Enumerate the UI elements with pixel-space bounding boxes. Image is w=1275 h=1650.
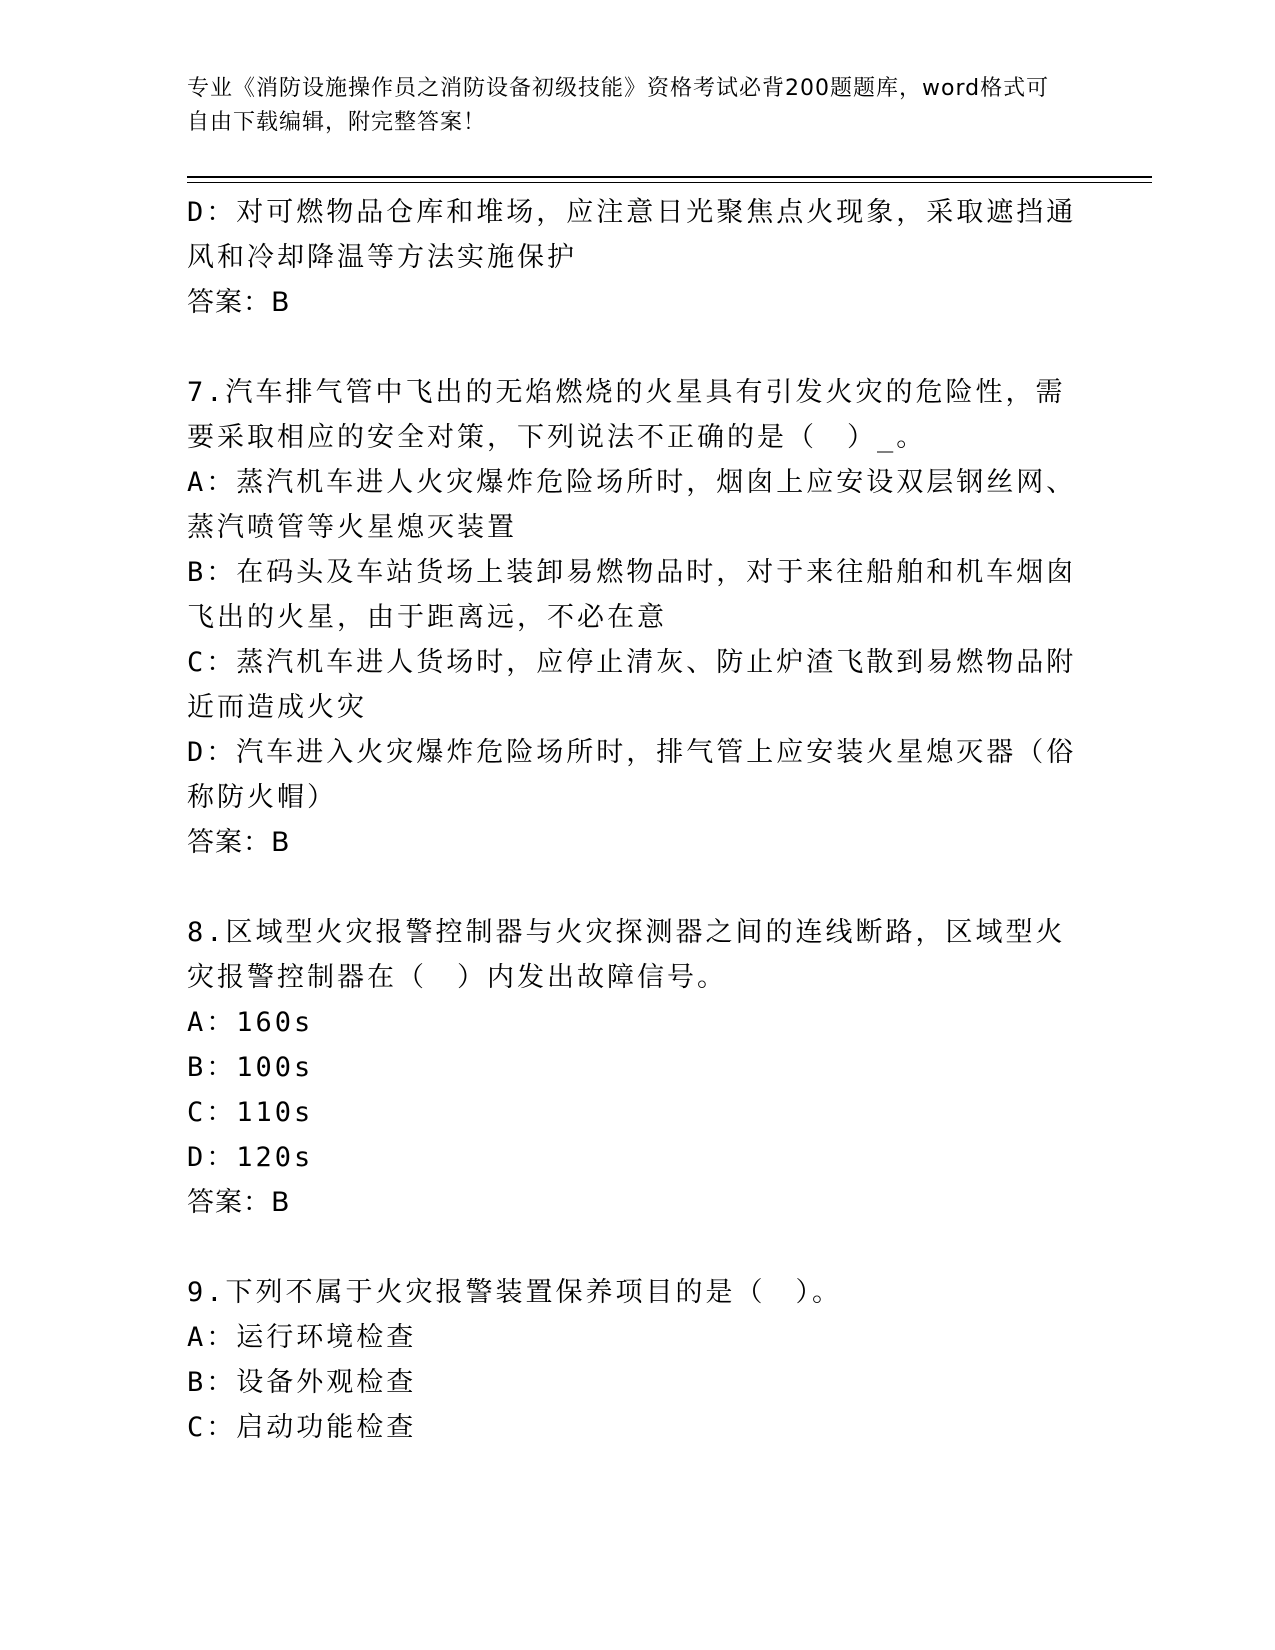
answer: 答案：B [187, 1187, 291, 1218]
question-list [187, 190, 1087, 1450]
option-c: C：蒸汽机车进人货场时，应停止清灰、防止炉渣飞散到易燃物品附近而造成火灾 [187, 647, 1077, 723]
spacer [187, 325, 1087, 370]
question-stem: 8.区域型火灾报警控制器与火灾探测器之间的连线断路，区域型火灾报警控制器在（ ）内发出故障信号。 [187, 917, 1066, 993]
option-d: D：120s [187, 1142, 314, 1173]
question-8 [187, 910, 1087, 1225]
question-9 [187, 1270, 1087, 1450]
question-stem: 9.下列不属于火灾报警装置保养项目的是（ ）。 [187, 1277, 843, 1308]
option-c: C：110s [187, 1097, 314, 1128]
option-b: B：设备外观检查 [187, 1367, 417, 1398]
header-divider-thick [187, 176, 1152, 178]
option-a: A：160s [187, 1007, 314, 1038]
spacer [187, 1225, 1087, 1270]
answer: 答案：B [187, 287, 291, 318]
question-6-tail [187, 190, 1087, 325]
option-c: C：启动功能检查 [187, 1412, 417, 1443]
option-a: A：运行环境检查 [187, 1322, 417, 1353]
header-divider-thin [187, 182, 1152, 183]
option-b: B：100s [187, 1052, 314, 1083]
question-stem: 7.汽车排气管中飞出的无焰燃烧的火星具有引发火灾的危险性，需要采取相应的安全对策，下列说法不正确的是（ ）_。 [187, 377, 1066, 453]
option-a: A：蒸汽机车进人火灾爆炸危险场所时，烟囱上应安设双层钢丝网、蒸汽喷管等火星熄灭装置 [187, 467, 1077, 543]
document-header [187, 72, 1067, 140]
spacer [187, 865, 1087, 910]
question-7 [187, 370, 1087, 865]
option-b: B：在码头及车站货场上装卸易燃物品时，对于来往船舶和机车烟囱飞出的火星，由于距离远，不必在意 [187, 557, 1077, 633]
answer: 答案：B [187, 827, 291, 858]
option-d: D：对可燃物品仓库和堆场，应注意日光聚焦点火现象，采取遮挡通风和冷却降温等方法实施保护 [187, 197, 1077, 273]
header-title: 专业《消防设施操作员之消防设备初级技能》资格考试必背200题题库，word格式可自由下载编辑，附完整答案！ [187, 76, 1050, 135]
option-d: D：汽车进入火灾爆炸危险场所时，排气管上应安装火星熄灭器（俗称防火帽） [187, 737, 1077, 813]
